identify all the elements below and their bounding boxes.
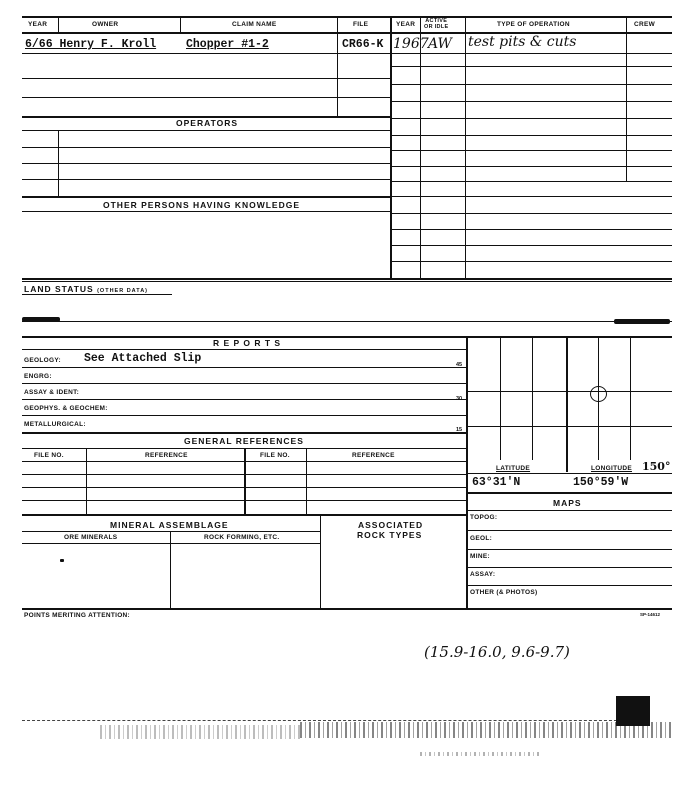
rock-forming-label: ROCK FORMING, ETC. xyxy=(204,534,280,541)
header-sep xyxy=(58,16,59,32)
header-owner: OWNER xyxy=(92,21,119,28)
maps-top xyxy=(466,492,672,494)
entry-claim-name: Chopper #1-2 xyxy=(186,38,269,51)
grid-col xyxy=(566,336,568,472)
reports-row xyxy=(22,383,466,384)
reports-title-line xyxy=(22,349,466,350)
land-status-row xyxy=(22,321,672,322)
mineral-col xyxy=(170,531,171,608)
header-sep xyxy=(180,16,181,32)
reports-title: R E P O R T S xyxy=(213,338,282,348)
metallurgical-label: METALLURGICAL: xyxy=(24,421,86,428)
maps-assay: ASSAY: xyxy=(470,571,496,578)
header-sep xyxy=(390,16,392,278)
maps-title: MAPS xyxy=(553,498,582,508)
points-meriting-label: POINTS MERITING ATTENTION: xyxy=(24,612,131,619)
row-line xyxy=(22,130,390,131)
entry-year-hand: 1967 xyxy=(393,36,429,52)
latitude-label: LATITUDE xyxy=(496,465,531,472)
mineral-assemblage-title: MINERAL ASSEMBLAGE xyxy=(110,520,229,530)
ref-col xyxy=(86,448,87,514)
land-status-top xyxy=(22,278,672,280)
ref-file-no-2: FILE NO. xyxy=(260,452,290,459)
geophys-label: GEOPHYS. & GEOCHEM: xyxy=(24,405,108,412)
col-line xyxy=(58,130,59,196)
land-status-underline xyxy=(22,294,172,295)
grid-num-top: 45 xyxy=(456,362,463,368)
right-row xyxy=(390,135,672,136)
right-row xyxy=(390,213,672,214)
assay-label: ASSAY & IDENT: xyxy=(24,389,80,396)
entry-operation-hand: test pits & cuts xyxy=(468,34,577,50)
engrg-label: ENGRG: xyxy=(24,373,52,380)
right-row xyxy=(390,84,672,85)
entry-active-hand: AW xyxy=(428,36,452,52)
right-row xyxy=(390,245,672,246)
maps-other: OTHER (& PHOTOS) xyxy=(470,589,538,596)
header-active-line2: OR IDLE xyxy=(424,24,449,30)
header-sep xyxy=(420,16,421,32)
ref-bottom xyxy=(22,514,466,516)
longitude-value: 150°59'W xyxy=(573,476,629,489)
grid-row xyxy=(466,426,672,427)
land-status-label: LAND STATUS xyxy=(24,284,94,294)
header-year: YEAR xyxy=(28,21,48,28)
maps-mine: MINE: xyxy=(470,553,490,560)
maps-row xyxy=(466,567,672,568)
reports-row xyxy=(22,399,466,400)
ore-minerals-label: ORE MINERALS xyxy=(64,534,118,541)
geology-label: GEOLOGY: xyxy=(24,357,61,364)
right-row xyxy=(390,166,672,167)
associated-rock-types-1: ASSOCIATED xyxy=(358,520,424,530)
scan-noise xyxy=(420,752,540,756)
maps-row xyxy=(466,585,672,586)
land-status-sub: (OTHER DATA) xyxy=(97,288,148,294)
entry-year-owner: 6/66 Henry F. Kroll xyxy=(25,38,157,51)
row-line xyxy=(22,78,390,79)
right-row xyxy=(390,196,672,197)
reports-row xyxy=(22,367,466,368)
geology-value: See Attached Slip xyxy=(84,352,202,365)
row-line xyxy=(22,53,390,54)
header-claim-name: CLAIM NAME xyxy=(232,21,277,28)
maps-geol: GEOL: xyxy=(470,535,493,542)
right-row xyxy=(390,181,672,182)
header-sep xyxy=(626,16,627,32)
header-active-line1: ACTIVE xyxy=(425,18,448,24)
header-crew: CREW xyxy=(634,21,656,28)
mineral-title-line xyxy=(22,531,320,532)
right-row xyxy=(390,101,672,102)
latitude-value: 63°31'N xyxy=(472,476,521,489)
location-circle-marker xyxy=(590,386,607,402)
reports-top xyxy=(22,336,672,338)
right-row xyxy=(390,229,672,230)
maps-title-line xyxy=(466,510,672,511)
longitude-label: LONGITUDE xyxy=(591,465,632,472)
other-persons-title: OTHER PERSONS HAVING KNOWLEDGE xyxy=(103,200,301,210)
maps-row xyxy=(466,530,672,531)
right-row xyxy=(390,66,672,67)
header-sep xyxy=(337,16,338,32)
header-type-operation: TYPE OF OPERATION xyxy=(497,21,570,28)
right-col xyxy=(420,32,421,278)
right-col xyxy=(465,32,466,278)
right-col xyxy=(626,32,627,182)
maps-topog: TOPOG: xyxy=(470,514,498,521)
points-top xyxy=(22,608,672,610)
land-status-title xyxy=(24,284,148,294)
right-row xyxy=(390,118,672,119)
header-sep xyxy=(465,16,466,32)
row-line xyxy=(22,179,390,180)
col-line xyxy=(337,32,338,116)
associated-rock-types-2: ROCK TYPES xyxy=(357,530,423,540)
header-active-idle xyxy=(424,18,448,30)
operators-title: OPERATORS xyxy=(176,118,239,128)
grid-col xyxy=(500,336,501,460)
longitude-hand: 150° xyxy=(642,460,671,473)
grid-num-bottom: 15 xyxy=(456,427,463,433)
row-line xyxy=(22,97,390,98)
grid-col xyxy=(630,336,631,460)
mineral-col xyxy=(320,514,321,608)
reports-row xyxy=(22,432,466,434)
right-row xyxy=(390,53,672,54)
grid-col xyxy=(532,336,533,460)
mineral-header-line xyxy=(22,543,320,544)
coords-annotation: (15.9-16.0, 9.6-9.7) xyxy=(424,643,570,661)
row-line xyxy=(22,147,390,148)
row-line xyxy=(22,196,390,198)
maps-row xyxy=(466,549,672,550)
ref-reference-2: REFERENCE xyxy=(352,452,395,459)
ink-smudge-left xyxy=(22,317,60,322)
header-year-2: YEAR xyxy=(396,21,416,28)
land-status-top-2 xyxy=(22,281,672,282)
right-row xyxy=(390,261,672,262)
ref-file-no: FILE NO. xyxy=(34,452,64,459)
header-file: FILE xyxy=(353,21,369,28)
ref-col xyxy=(306,448,307,514)
grid-row xyxy=(466,391,672,392)
ink-smudge-right xyxy=(614,319,670,324)
ink-dot xyxy=(60,559,64,562)
form-number: SP-14612 xyxy=(640,612,661,617)
scan-noise xyxy=(100,725,300,739)
black-block xyxy=(616,696,650,726)
scan-dashed-line xyxy=(22,720,622,721)
reports-row xyxy=(22,415,466,416)
row-line xyxy=(22,211,390,212)
right-row xyxy=(390,150,672,151)
row-line xyxy=(22,163,390,164)
ref-col xyxy=(244,448,246,514)
top-border xyxy=(22,16,672,18)
entry-file: CR66-K xyxy=(342,38,384,51)
coords-line xyxy=(466,473,672,474)
general-references-title: GENERAL REFERENCES xyxy=(184,436,304,446)
grid-num-mid: 30 xyxy=(456,396,463,402)
ref-reference: REFERENCE xyxy=(145,452,188,459)
